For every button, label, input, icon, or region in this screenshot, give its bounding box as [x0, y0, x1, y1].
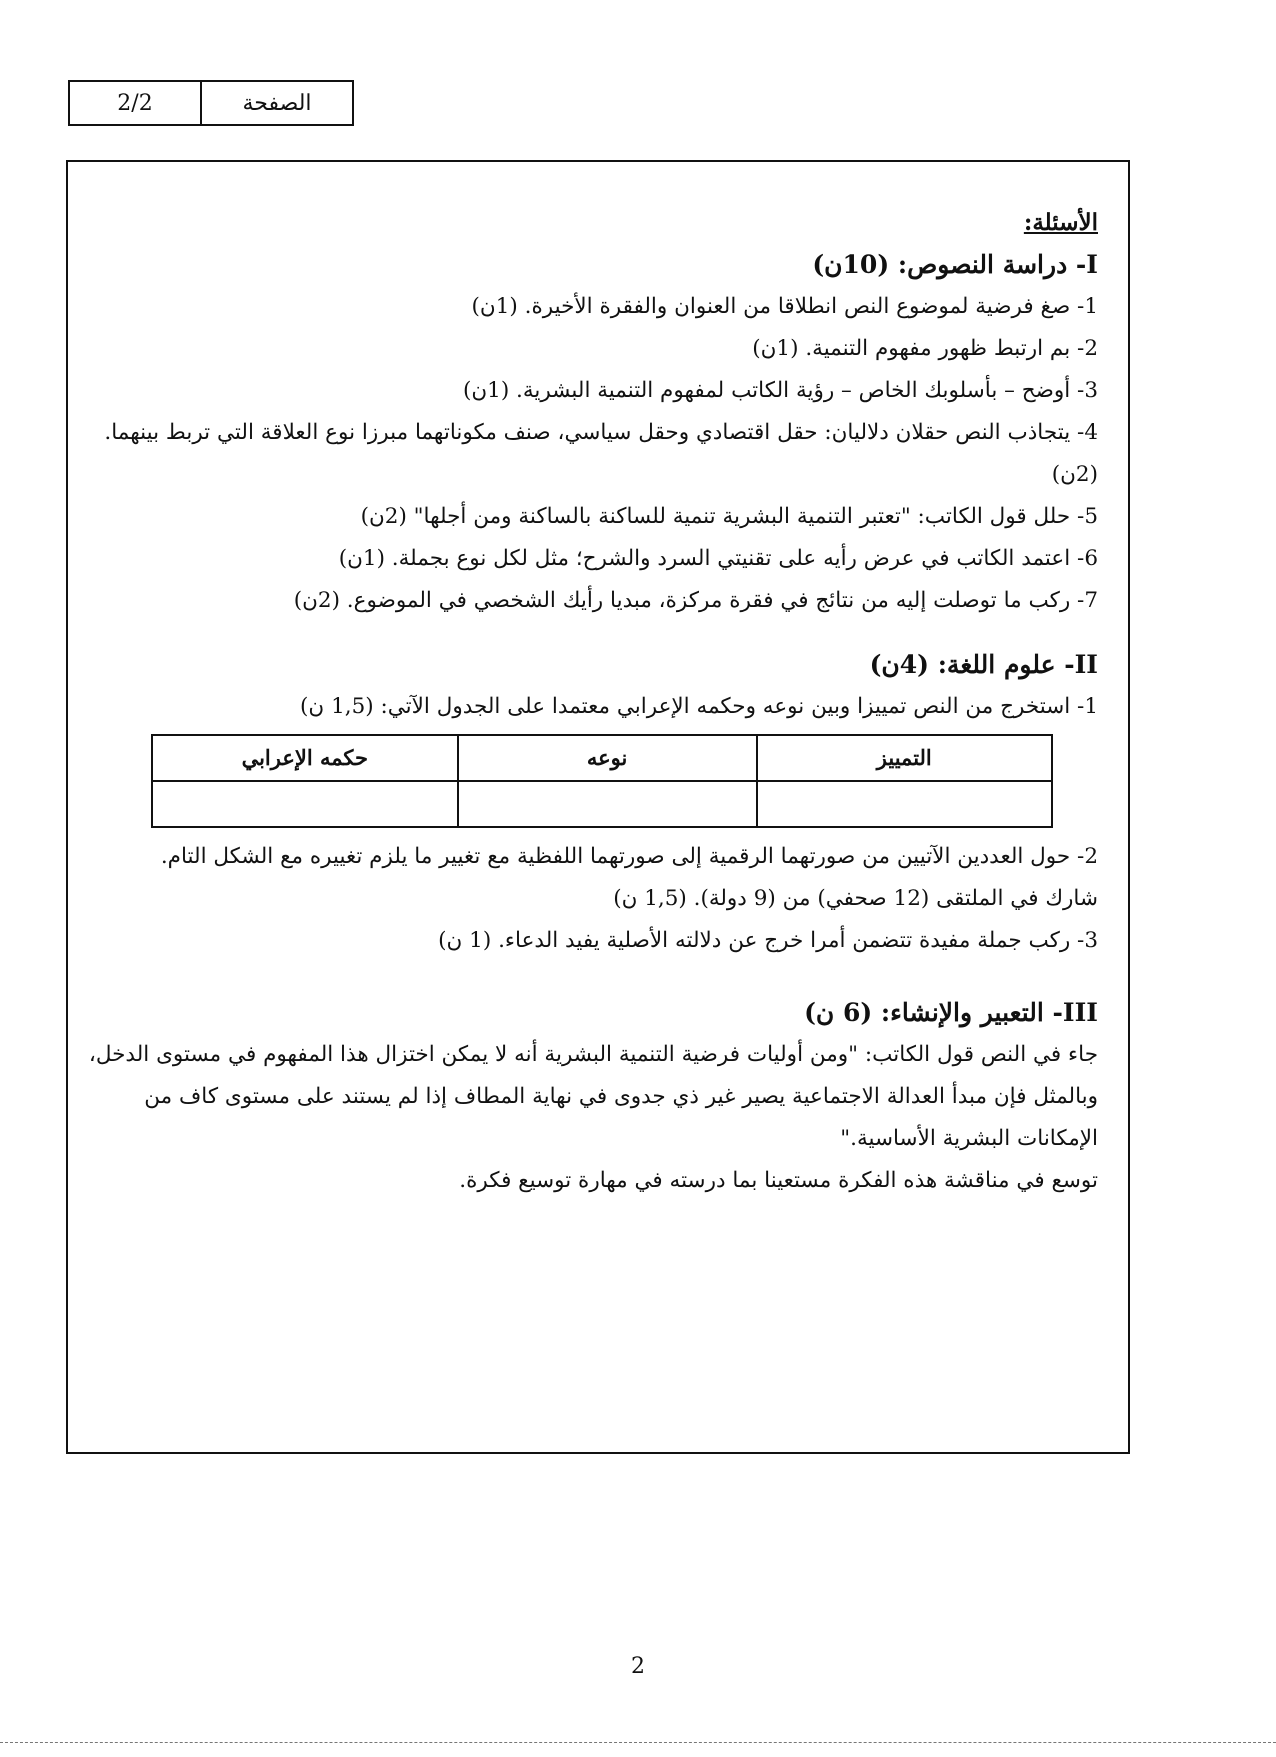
questions-content	[86, 202, 1098, 1202]
question-1: 1- صغ فرضية لموضوع النص انطلاقا من العنوان والفقرة الأخيرة. (1ن)	[471, 294, 1098, 319]
question-7: 7- ركب ما توصلت إليه من نتائج في فقرة مركزة، مبديا رأيك الشخصي في الموضوع. (2ن)	[293, 588, 1098, 613]
table-header-grammar-ruling: حكمه الإعرابي	[152, 735, 458, 781]
footer-page-number: 2	[631, 1654, 645, 1679]
composition-task: توسع في مناقشة هذه الفكرة مستعينا بما درسته في مهارة توسيع فكرة.	[459, 1168, 1098, 1193]
language-question-2-example: شارك في الملتقى (12 صحفي) من (9 دولة). (1,5 ن)	[613, 886, 1098, 911]
table-cell-empty	[757, 781, 1052, 827]
table-answer-row	[152, 781, 1052, 827]
questions-frame	[66, 160, 1130, 1454]
question-4: 4- يتجاذب النص حقلان دلاليان: حقل اقتصادي وحقل سياسي، صنف مكوناتهما مبرزا نوع العلاقة التي تربط بينهما. (2ن)	[104, 420, 1098, 487]
table-cell-empty	[152, 781, 458, 827]
page-indicator-box	[68, 80, 354, 126]
language-question-2: 2- حول العددين الآتيين من صورتهما الرقمية إلى صورتهما اللفظية مع تغيير ما يلزم تغييره مع الشكل التام.	[160, 844, 1098, 869]
table-header-tamyiz: التمييز	[757, 735, 1052, 781]
language-question-1: 1- استخرج من النص تمييزا وبين نوعه وحكمه الإعرابي معتمدا على الجدول الآتي: (1,5 ن)	[300, 694, 1098, 719]
question-6: 6- اعتمد الكاتب في عرض رأيه على تقنيتي السرد والشرح؛ مثل لكل نوع بجملة. (1ن)	[338, 546, 1098, 571]
composition-quote: جاء في النص قول الكاتب: "ومن أوليات فرضية التنمية البشرية أنه لا يمكن اختزال هذا المفهوم في مستوى الدخل، وبالمثل فإن مبدأ العدالة الاجتماعية يصير غير ذي جدوى في نهاية المطاف إذا لم يستند على مستوى كاف من الإمكانات البشرية الأساسية."	[88, 1042, 1098, 1151]
question-2: 2- بم ارتبط ظهور مفهوم التنمية. (1ن)	[752, 336, 1098, 361]
page-number-indicator: 2/2	[70, 82, 202, 124]
table-header-type: نوعه	[458, 735, 757, 781]
question-3: 3- أوضح – بأسلوبك الخاص – رؤية الكاتب لمفهوم التنمية البشرية. (1ن)	[462, 378, 1098, 403]
table-header-row	[152, 735, 1052, 781]
section-composition-title: III- التعبير والإنشاء: (6 ن)	[804, 998, 1098, 1027]
language-question-3: 3- ركب جملة مفيدة تتضمن أمرا خرج عن دلالته الأصلية يفيد الدعاء. (1 ن)	[438, 928, 1098, 953]
questions-heading: الأسئلة:	[1023, 209, 1098, 236]
page-label: الصفحة	[242, 90, 312, 116]
bottom-divider	[0, 1742, 1276, 1743]
section-texts-title: I- دراسة النصوص: (10ن)	[812, 250, 1098, 279]
section-language-title: II- علوم اللغة: (4ن)	[869, 650, 1098, 679]
grammar-table	[151, 734, 1053, 828]
table-cell-empty	[458, 781, 757, 827]
question-5: 5- حلل قول الكاتب: "تعتبر التنمية البشرية تنمية للساكنة بالساكنة ومن أجلها" (2ن)	[360, 504, 1098, 529]
